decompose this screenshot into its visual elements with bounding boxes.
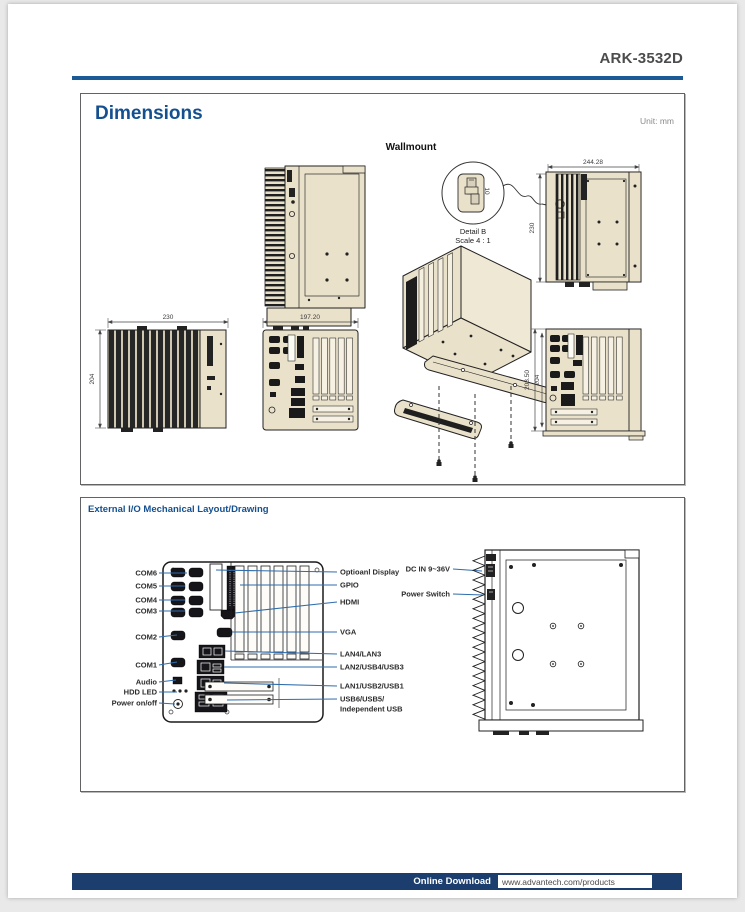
- dimensions-diagram: [81, 94, 684, 484]
- port-label-gpio: GPIO: [340, 580, 359, 590]
- power-switch-connector: [487, 589, 495, 600]
- wallmount-iso-drawing: [395, 246, 554, 484]
- label-dc-in: DC IN 9~36V: [405, 564, 450, 574]
- port-label-com1: COM1: [135, 660, 157, 670]
- side-view-drawing: [473, 550, 643, 735]
- port-label-hdd-led: HDD LED: [123, 687, 157, 697]
- port-label-optional-display: Optioanl Display: [340, 567, 400, 577]
- online-download-label: Online Download: [413, 876, 491, 887]
- detail-caption-line2: Scale 4 : 1: [455, 236, 491, 245]
- dim-io-width: 197.20: [300, 314, 320, 321]
- dim-front-height: 204: [89, 373, 96, 385]
- left-port-labels: [112, 569, 158, 708]
- port-label-usb65-line2: Independent USB: [340, 704, 403, 714]
- detail-dim-label: 10: [483, 187, 490, 195]
- io-face-view-drawing: [263, 314, 358, 430]
- wallmount-caption: Wallmount: [385, 142, 437, 153]
- port-label-com2: COM2: [135, 632, 157, 642]
- right-port-labels: [340, 568, 404, 714]
- heatsink-fins: [473, 556, 485, 719]
- dim-front-width: 230: [162, 314, 174, 321]
- unit-label: Unit: mm: [640, 116, 674, 126]
- port-label-hdmi: HDMI: [340, 597, 360, 607]
- dc-in-connector: [486, 564, 495, 577]
- port-label-power-onoff: Power on/off: [111, 698, 157, 708]
- side-top-view-drawing: [265, 166, 365, 331]
- io-diagram: [81, 498, 684, 791]
- port-label-lan2-usb43: LAN2/USB4/USB3: [340, 662, 404, 672]
- port-label-com6: COM6: [135, 568, 157, 578]
- io-section-title: External I/O Mechanical Layout/Drawing: [88, 504, 269, 515]
- port-label-lan1-usb21: LAN1/USB2/USB1: [340, 681, 404, 691]
- top-view-drawing: [529, 159, 641, 290]
- port-label-usb65-line1: USB6/USB5/: [340, 694, 385, 704]
- dimensions-panel: [80, 93, 685, 485]
- front-panel-drawing: [163, 562, 323, 722]
- datasheet-page: [8, 4, 737, 898]
- power-labels: [401, 565, 450, 599]
- dim-rear-inner-height: 204: [534, 374, 541, 386]
- label-power-switch: Power Switch: [401, 589, 450, 599]
- port-label-vga: VGA: [340, 627, 357, 637]
- port-label-com5: COM5: [135, 581, 157, 591]
- io-panel: [80, 497, 685, 792]
- dimensions-section-title: Dimensions: [95, 103, 203, 124]
- rear-view-drawing: [524, 329, 645, 440]
- detail-caption-line1: Detail B: [459, 227, 487, 236]
- download-url-box: [498, 875, 652, 888]
- dim-top-width: 244.28: [583, 159, 603, 166]
- page-title: ARK-3532D: [599, 50, 683, 67]
- detail-leader-line: [503, 184, 551, 206]
- port-label-com3: COM3: [135, 606, 157, 616]
- dim-rear-outer-height: 208.50: [524, 370, 531, 390]
- footer-bar: [72, 873, 682, 890]
- front-view-drawing: [89, 314, 228, 432]
- port-label-com4: COM4: [135, 595, 157, 605]
- port-label-lan4-lan3: LAN4/LAN3: [340, 649, 382, 659]
- dim-top-height: 230: [529, 222, 536, 234]
- port-label-audio: Audio: [135, 677, 157, 687]
- download-url[interactable]: www.advantech.com/products: [502, 876, 615, 887]
- header-rule: [72, 76, 683, 80]
